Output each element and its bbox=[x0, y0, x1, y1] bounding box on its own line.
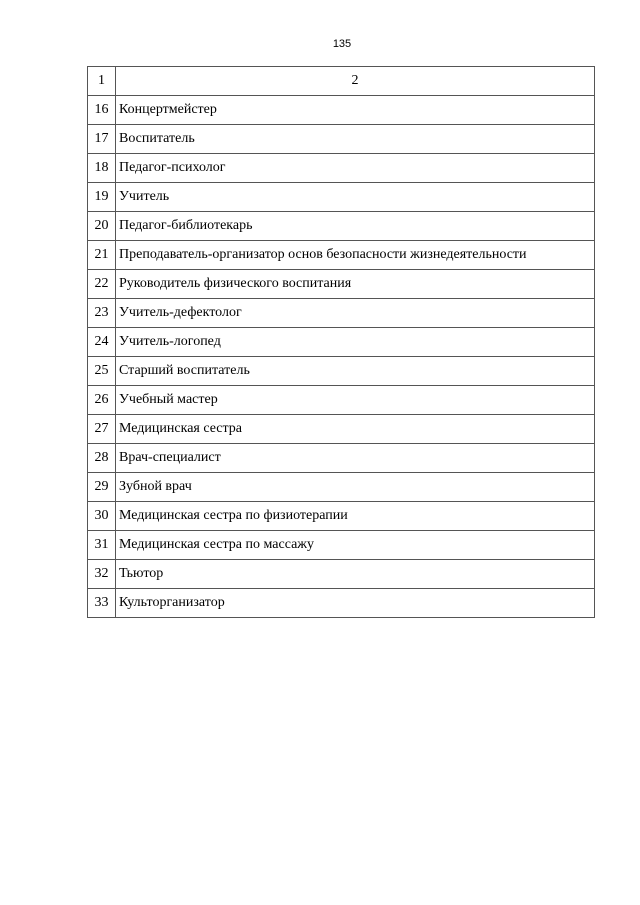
position-name-cell: Учебный мастер bbox=[116, 386, 595, 415]
table-row bbox=[88, 502, 595, 531]
position-name-cell: Преподаватель-организатор основ безопасности жизнедеятельности bbox=[116, 241, 595, 270]
table-row bbox=[88, 212, 595, 241]
position-name-cell: Учитель-логопед bbox=[116, 328, 595, 357]
table-row bbox=[88, 299, 595, 328]
table-row bbox=[88, 473, 595, 502]
table-row bbox=[88, 357, 595, 386]
position-name-cell: Руководитель физического воспитания bbox=[116, 270, 595, 299]
position-name-cell: Медицинская сестра bbox=[116, 415, 595, 444]
table-row bbox=[88, 415, 595, 444]
position-name-cell: Учитель bbox=[116, 183, 595, 212]
row-number-cell: 29 bbox=[88, 473, 116, 502]
row-number-cell: 16 bbox=[88, 96, 116, 125]
table-row bbox=[88, 154, 595, 183]
row-number-cell: 26 bbox=[88, 386, 116, 415]
position-name-cell: Концертмейстер bbox=[116, 96, 595, 125]
table-row bbox=[88, 241, 595, 270]
table-row bbox=[88, 444, 595, 473]
row-number-cell: 18 bbox=[88, 154, 116, 183]
table-row bbox=[88, 96, 595, 125]
position-name-cell: Учитель-дефектолог bbox=[116, 299, 595, 328]
table-row bbox=[88, 386, 595, 415]
row-number-cell: 20 bbox=[88, 212, 116, 241]
position-name-cell: Воспитатель bbox=[116, 125, 595, 154]
row-number-cell: 17 bbox=[88, 125, 116, 154]
header-cell-2: 2 bbox=[116, 67, 595, 96]
row-number-cell: 27 bbox=[88, 415, 116, 444]
row-number-cell: 21 bbox=[88, 241, 116, 270]
row-number-cell: 28 bbox=[88, 444, 116, 473]
table-row bbox=[88, 328, 595, 357]
position-name-cell: Медицинская сестра по массажу bbox=[116, 531, 595, 560]
position-name-cell: Старший воспитатель bbox=[116, 357, 595, 386]
row-number-cell: 24 bbox=[88, 328, 116, 357]
position-name-cell: Педагог-библиотекарь bbox=[116, 212, 595, 241]
table-header-row bbox=[88, 67, 595, 96]
row-number-cell: 32 bbox=[88, 560, 116, 589]
position-name-cell: Педагог-психолог bbox=[116, 154, 595, 183]
table-row bbox=[88, 270, 595, 299]
table-row bbox=[88, 183, 595, 212]
row-number-cell: 22 bbox=[88, 270, 116, 299]
position-name-cell: Медицинская сестра по физиотерапии bbox=[116, 502, 595, 531]
position-name-cell: Зубной врач bbox=[116, 473, 595, 502]
header-cell-1: 1 bbox=[88, 67, 116, 96]
table-row bbox=[88, 125, 595, 154]
table-row bbox=[88, 560, 595, 589]
row-number-cell: 23 bbox=[88, 299, 116, 328]
position-name-cell: Тьютор bbox=[116, 560, 595, 589]
page-number: 135 bbox=[332, 38, 352, 50]
position-name-cell: Культорганизатор bbox=[116, 589, 595, 618]
position-name-cell: Врач-специалист bbox=[116, 444, 595, 473]
row-number-cell: 30 bbox=[88, 502, 116, 531]
row-number-cell: 31 bbox=[88, 531, 116, 560]
table-row bbox=[88, 589, 595, 618]
row-number-cell: 19 bbox=[88, 183, 116, 212]
row-number-cell: 25 bbox=[88, 357, 116, 386]
table-row bbox=[88, 531, 595, 560]
row-number-cell: 33 bbox=[88, 589, 116, 618]
positions-table bbox=[87, 66, 595, 618]
